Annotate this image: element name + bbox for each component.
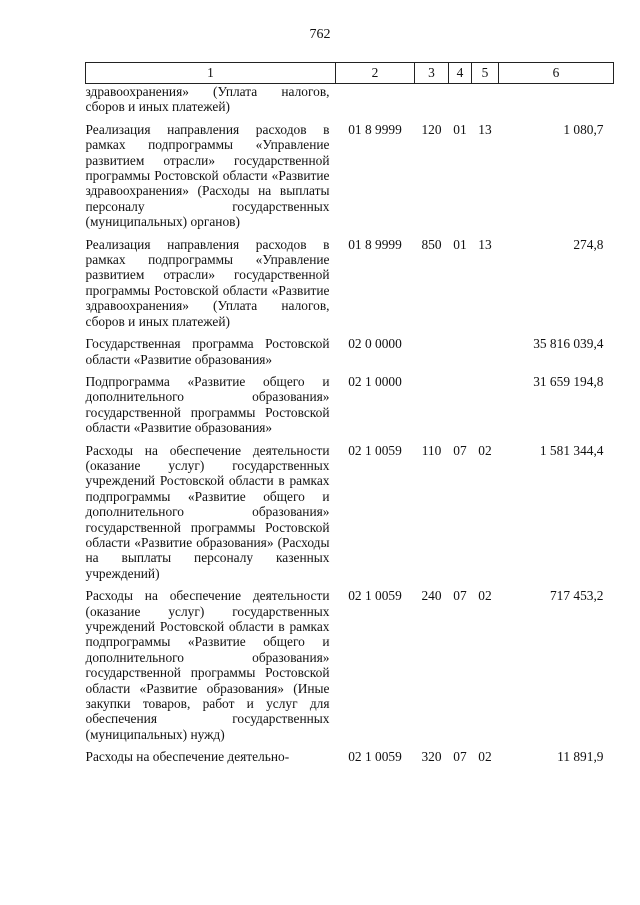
budget-table (85, 62, 614, 772)
table-row (86, 374, 614, 443)
row-amount: 274,8 (573, 236, 604, 252)
header-col-2: 2 (336, 63, 415, 84)
row-amount: 35 816 039,4 (533, 336, 604, 352)
row-section: 01 (453, 121, 467, 137)
row-expense-type: 120 (421, 121, 442, 137)
header-col-1: 1 (86, 63, 336, 84)
row-description: здравоохранения» (Уплата налогов, сборов и иных платежей) (85, 84, 330, 115)
row-target-code: 01 8 9999 (348, 236, 402, 252)
row-description: Расходы на обеспечение деятельности (оказание услуг) государственных учреждений Ростовской области в рамках подпрограммы «Развитие общего и дополнительного образования» государственной программы Ростовской области «Развитие образования» (Иные закупки товаров, работ и услуг для обеспечения государственных (муниципальных) нужд) (85, 588, 330, 742)
table-row (86, 443, 614, 589)
row-subsection (472, 84, 499, 122)
row-expense-type: 110 (421, 442, 442, 458)
row-expense-type: 240 (421, 588, 442, 604)
table-body (86, 84, 614, 772)
row-description: Реализация направления расходов в рамках подпрограммы «Управление развитием отрасли» государственной программы Ростовской области «Развитие здравоохранения» (Уплата налогов, сборов и иных платежей) (85, 236, 330, 329)
row-expense-type: 320 (421, 749, 442, 765)
row-amount (499, 84, 614, 122)
table-row (86, 84, 614, 122)
row-section (449, 374, 472, 443)
row-section: 07 (453, 442, 467, 458)
row-expense-type: 850 (421, 236, 442, 252)
row-description: Реализация направления расходов в рамках подпрограммы «Управление развитием отрасли» государственной программы Ростовской области «Развитие здравоохранения» (Расходы на выплаты персоналу государственных (муниципальных) органов) (85, 121, 330, 230)
row-amount: 31 659 194,8 (533, 373, 604, 389)
row-subsection: 02 (478, 588, 492, 604)
row-target-code: 02 0 0000 (348, 336, 402, 352)
row-section: 07 (453, 749, 467, 765)
row-description: Государственная программа Ростовской области «Развитие образования» (85, 336, 330, 367)
row-section: 07 (453, 588, 467, 604)
row-section: 01 (453, 236, 467, 252)
row-subsection (472, 336, 499, 374)
row-subsection: 13 (478, 236, 492, 252)
header-col-3: 3 (415, 63, 449, 84)
row-subsection: 02 (478, 442, 492, 458)
table-row (86, 749, 614, 771)
table-header (86, 63, 614, 84)
row-amount: 1 080,7 (563, 121, 604, 137)
header-col-5: 5 (472, 63, 499, 84)
row-description: Расходы на обеспечение деятельно- (85, 749, 290, 765)
row-description: Подпрограмма «Развитие общего и дополнительного образования» государственной программы Ростовской области «Развитие образования» (85, 373, 330, 436)
row-amount: 1 581 344,4 (539, 442, 604, 458)
row-subsection: 13 (478, 121, 492, 137)
row-target-code: 02 1 0059 (348, 442, 402, 458)
header-row (86, 63, 614, 84)
row-subsection: 02 (478, 749, 492, 765)
row-target-code: 02 1 0059 (348, 749, 402, 765)
row-target-code: 02 1 0000 (348, 373, 402, 389)
row-subsection (472, 374, 499, 443)
header-col-6: 6 (499, 63, 614, 84)
page-number: 762 (309, 27, 331, 42)
row-target-code: 01 8 9999 (348, 121, 402, 137)
row-expense-type (415, 84, 449, 122)
row-description: Расходы на обеспечение деятельности (оказание услуг) государственных учреждений Ростовской области в рамках подпрограммы «Развитие общего и дополнительного образования» государственной программы Ростовской области «Развитие образования» (Расходы на выплаты персоналу казенных учреждений) (85, 442, 330, 581)
table-row (86, 588, 614, 749)
row-expense-type (415, 374, 449, 443)
header-col-4: 4 (449, 63, 472, 84)
table-row (86, 336, 614, 374)
row-target-code (336, 84, 415, 122)
row-target-code: 02 1 0059 (348, 588, 402, 604)
row-amount: 717 453,2 (549, 588, 604, 604)
row-section (449, 84, 472, 122)
table-row (86, 122, 614, 237)
row-amount: 11 891,9 (557, 749, 604, 765)
row-expense-type (415, 336, 449, 374)
table-row (86, 237, 614, 336)
row-section (449, 336, 472, 374)
